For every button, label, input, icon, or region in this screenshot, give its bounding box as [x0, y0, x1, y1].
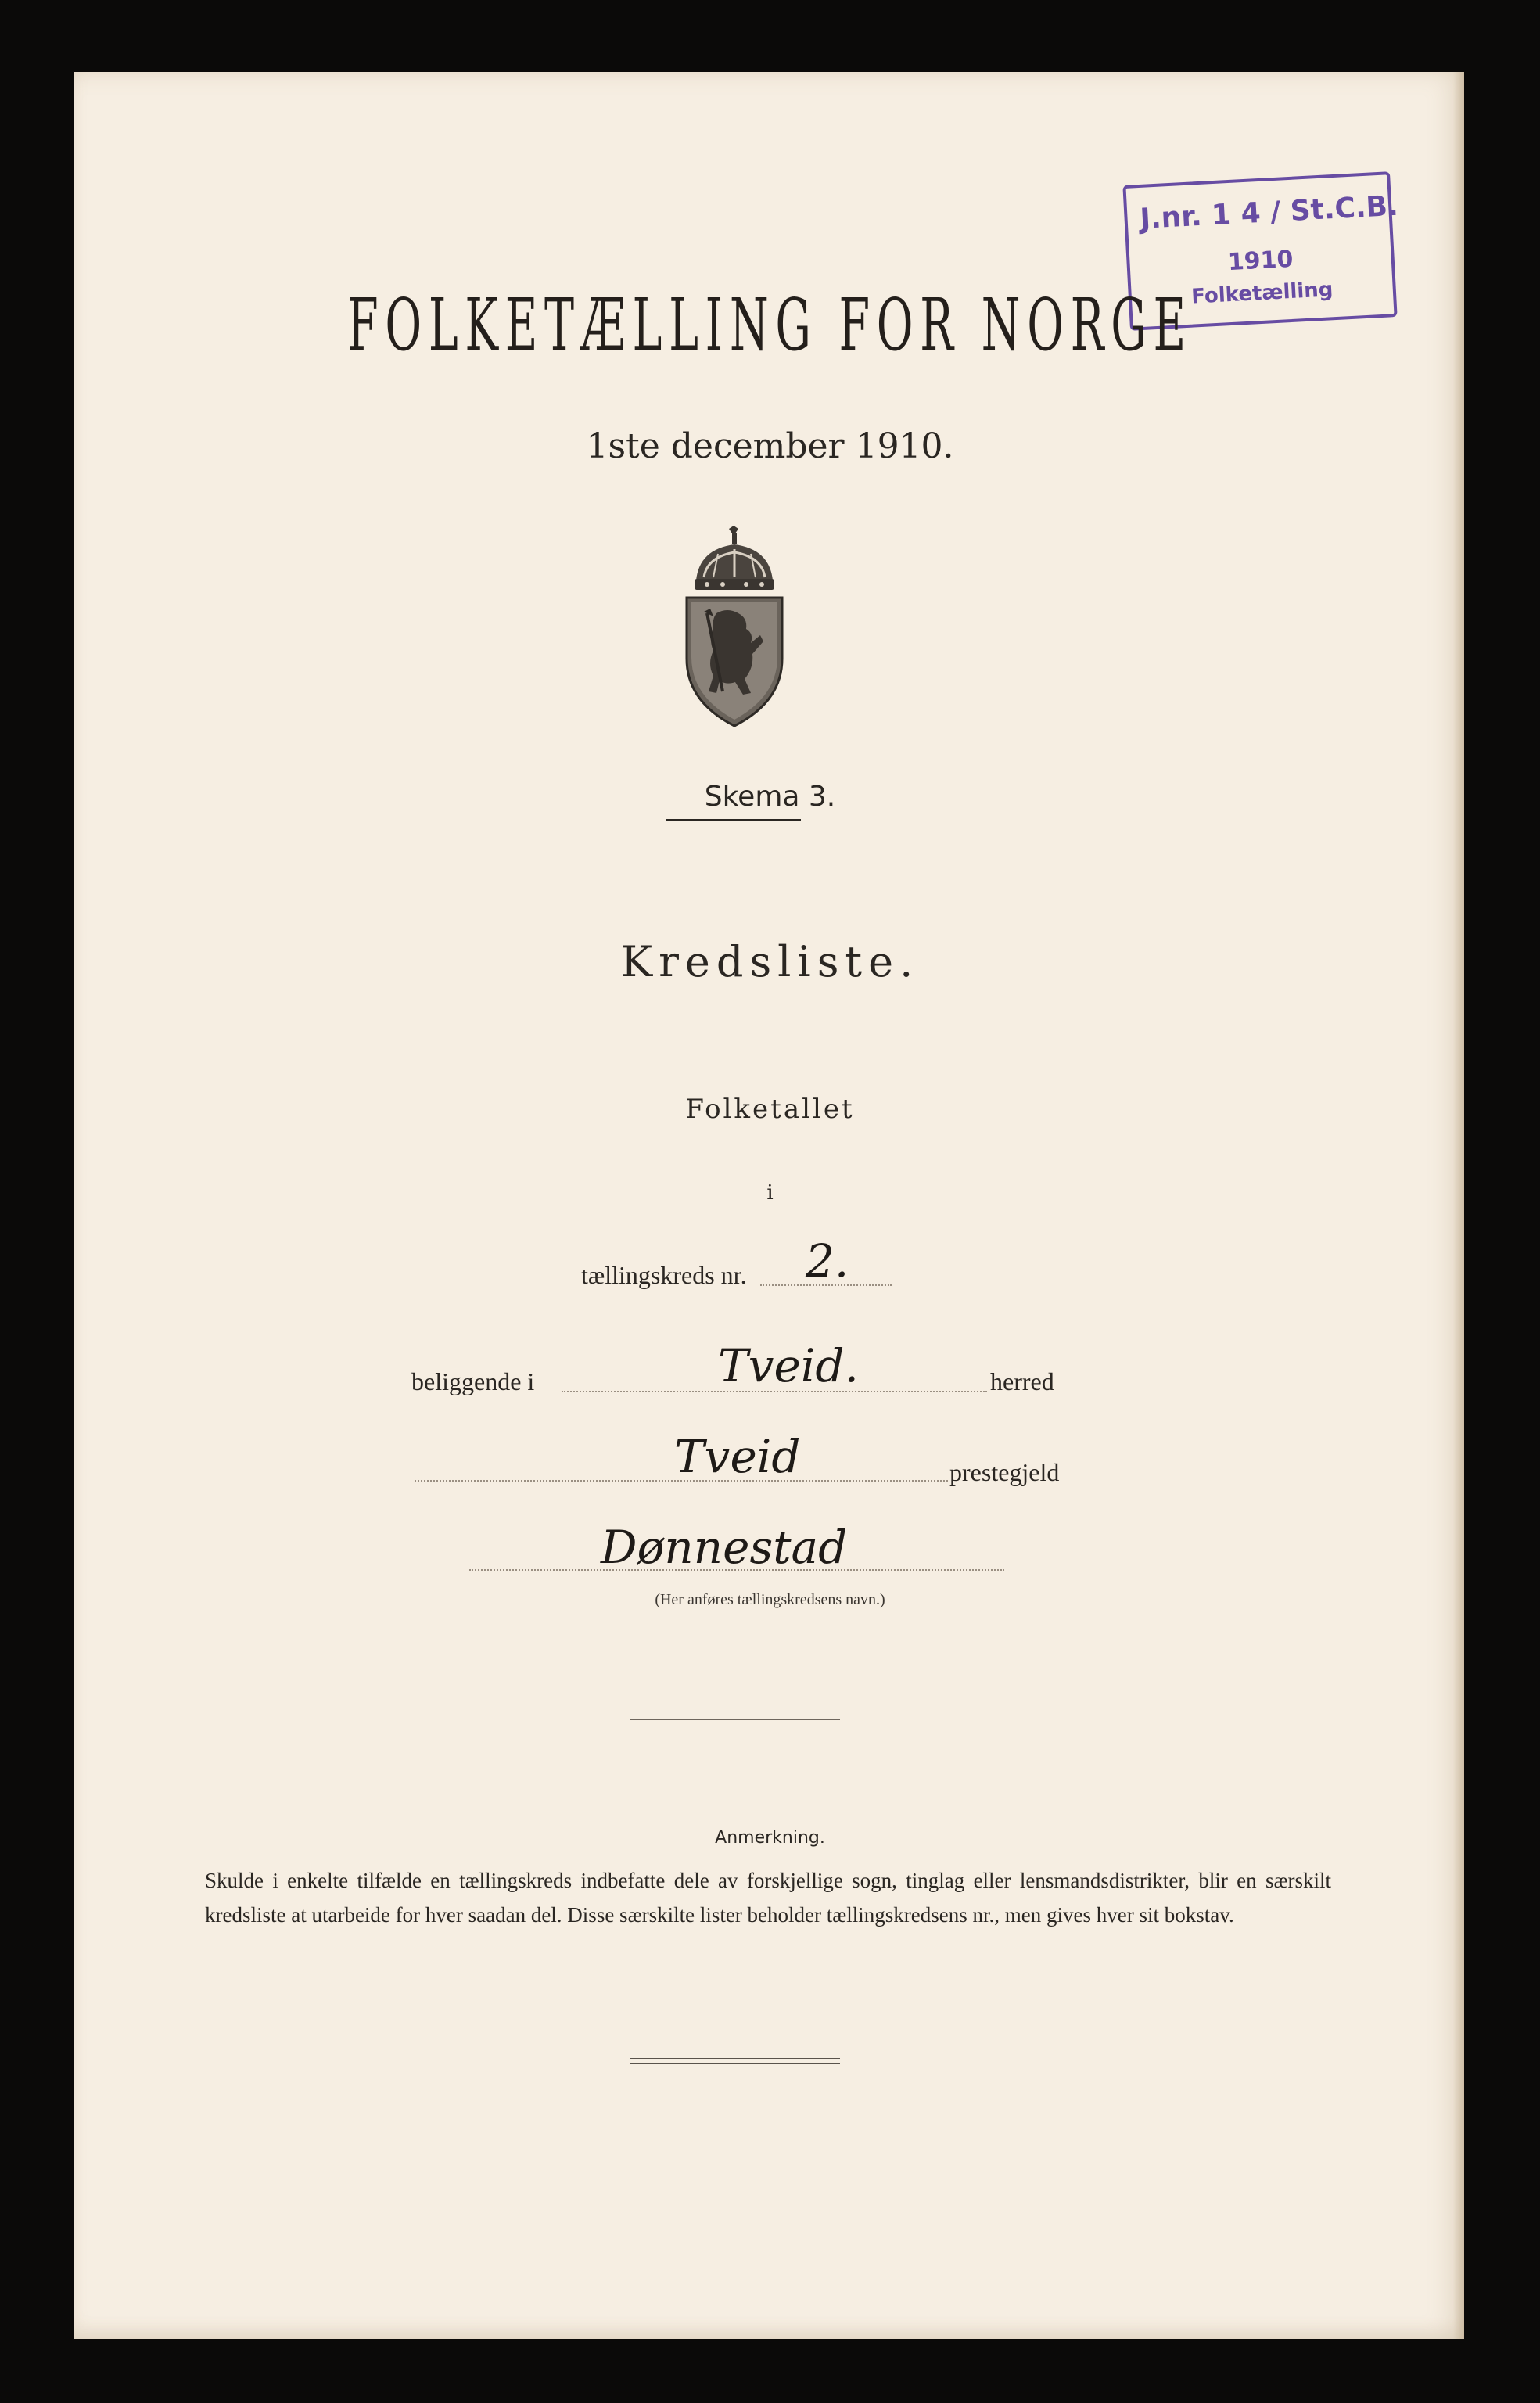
schema-number: Skema 3. [704, 781, 836, 813]
document-page [74, 72, 1464, 2339]
remark-text: Skulde i enkelte tilfælde en tællingskreds indbefatte dele av forskjellige sogn, tinglag eller lensmandsdistrikter, blir en særskilt kredsliste at utarbeide for hver saadan del. Disse særskilte lister beholder tællingskredsens nr., men gives hver sit bokstav. [205, 1869, 1331, 1927]
located-label: beliggende i [411, 1367, 535, 1395]
district-name-note: (Her anføres tællingskredsens navn.) [655, 1591, 885, 1608]
herred-value: Tveid. [718, 1339, 859, 1392]
district-number-value: 2. [806, 1234, 849, 1288]
bottom-divider [630, 2058, 840, 2059]
coat-of-arms-icon [673, 526, 798, 729]
population-label: Folketallet [685, 1094, 855, 1125]
herred-label: herred [990, 1367, 1054, 1395]
schema-underline [666, 819, 801, 821]
remark-heading: Anmerkning. [715, 1828, 825, 1848]
census-date: 1ste december 1910. [586, 426, 954, 466]
form-title: Kredsliste. [620, 937, 920, 986]
parish-value: Tveid [674, 1430, 801, 1483]
stamp-journal-number: J.nr. 1 4 / St.C.B. [1139, 189, 1399, 235]
stamp-label: Folketælling [1190, 278, 1334, 309]
parish-label: prestegjeld [949, 1458, 1060, 1486]
district-number-label: tællingskreds nr. [581, 1261, 747, 1289]
stamp-year: 1910 [1227, 245, 1294, 277]
preposition-i: i [766, 1181, 774, 1205]
document-title: FOLKETÆLLING FOR NORGE [347, 283, 1193, 367]
bottom-divider-2 [630, 2063, 840, 2064]
divider [630, 1719, 840, 1720]
district-name-value: Dønnestad [601, 1521, 848, 1574]
